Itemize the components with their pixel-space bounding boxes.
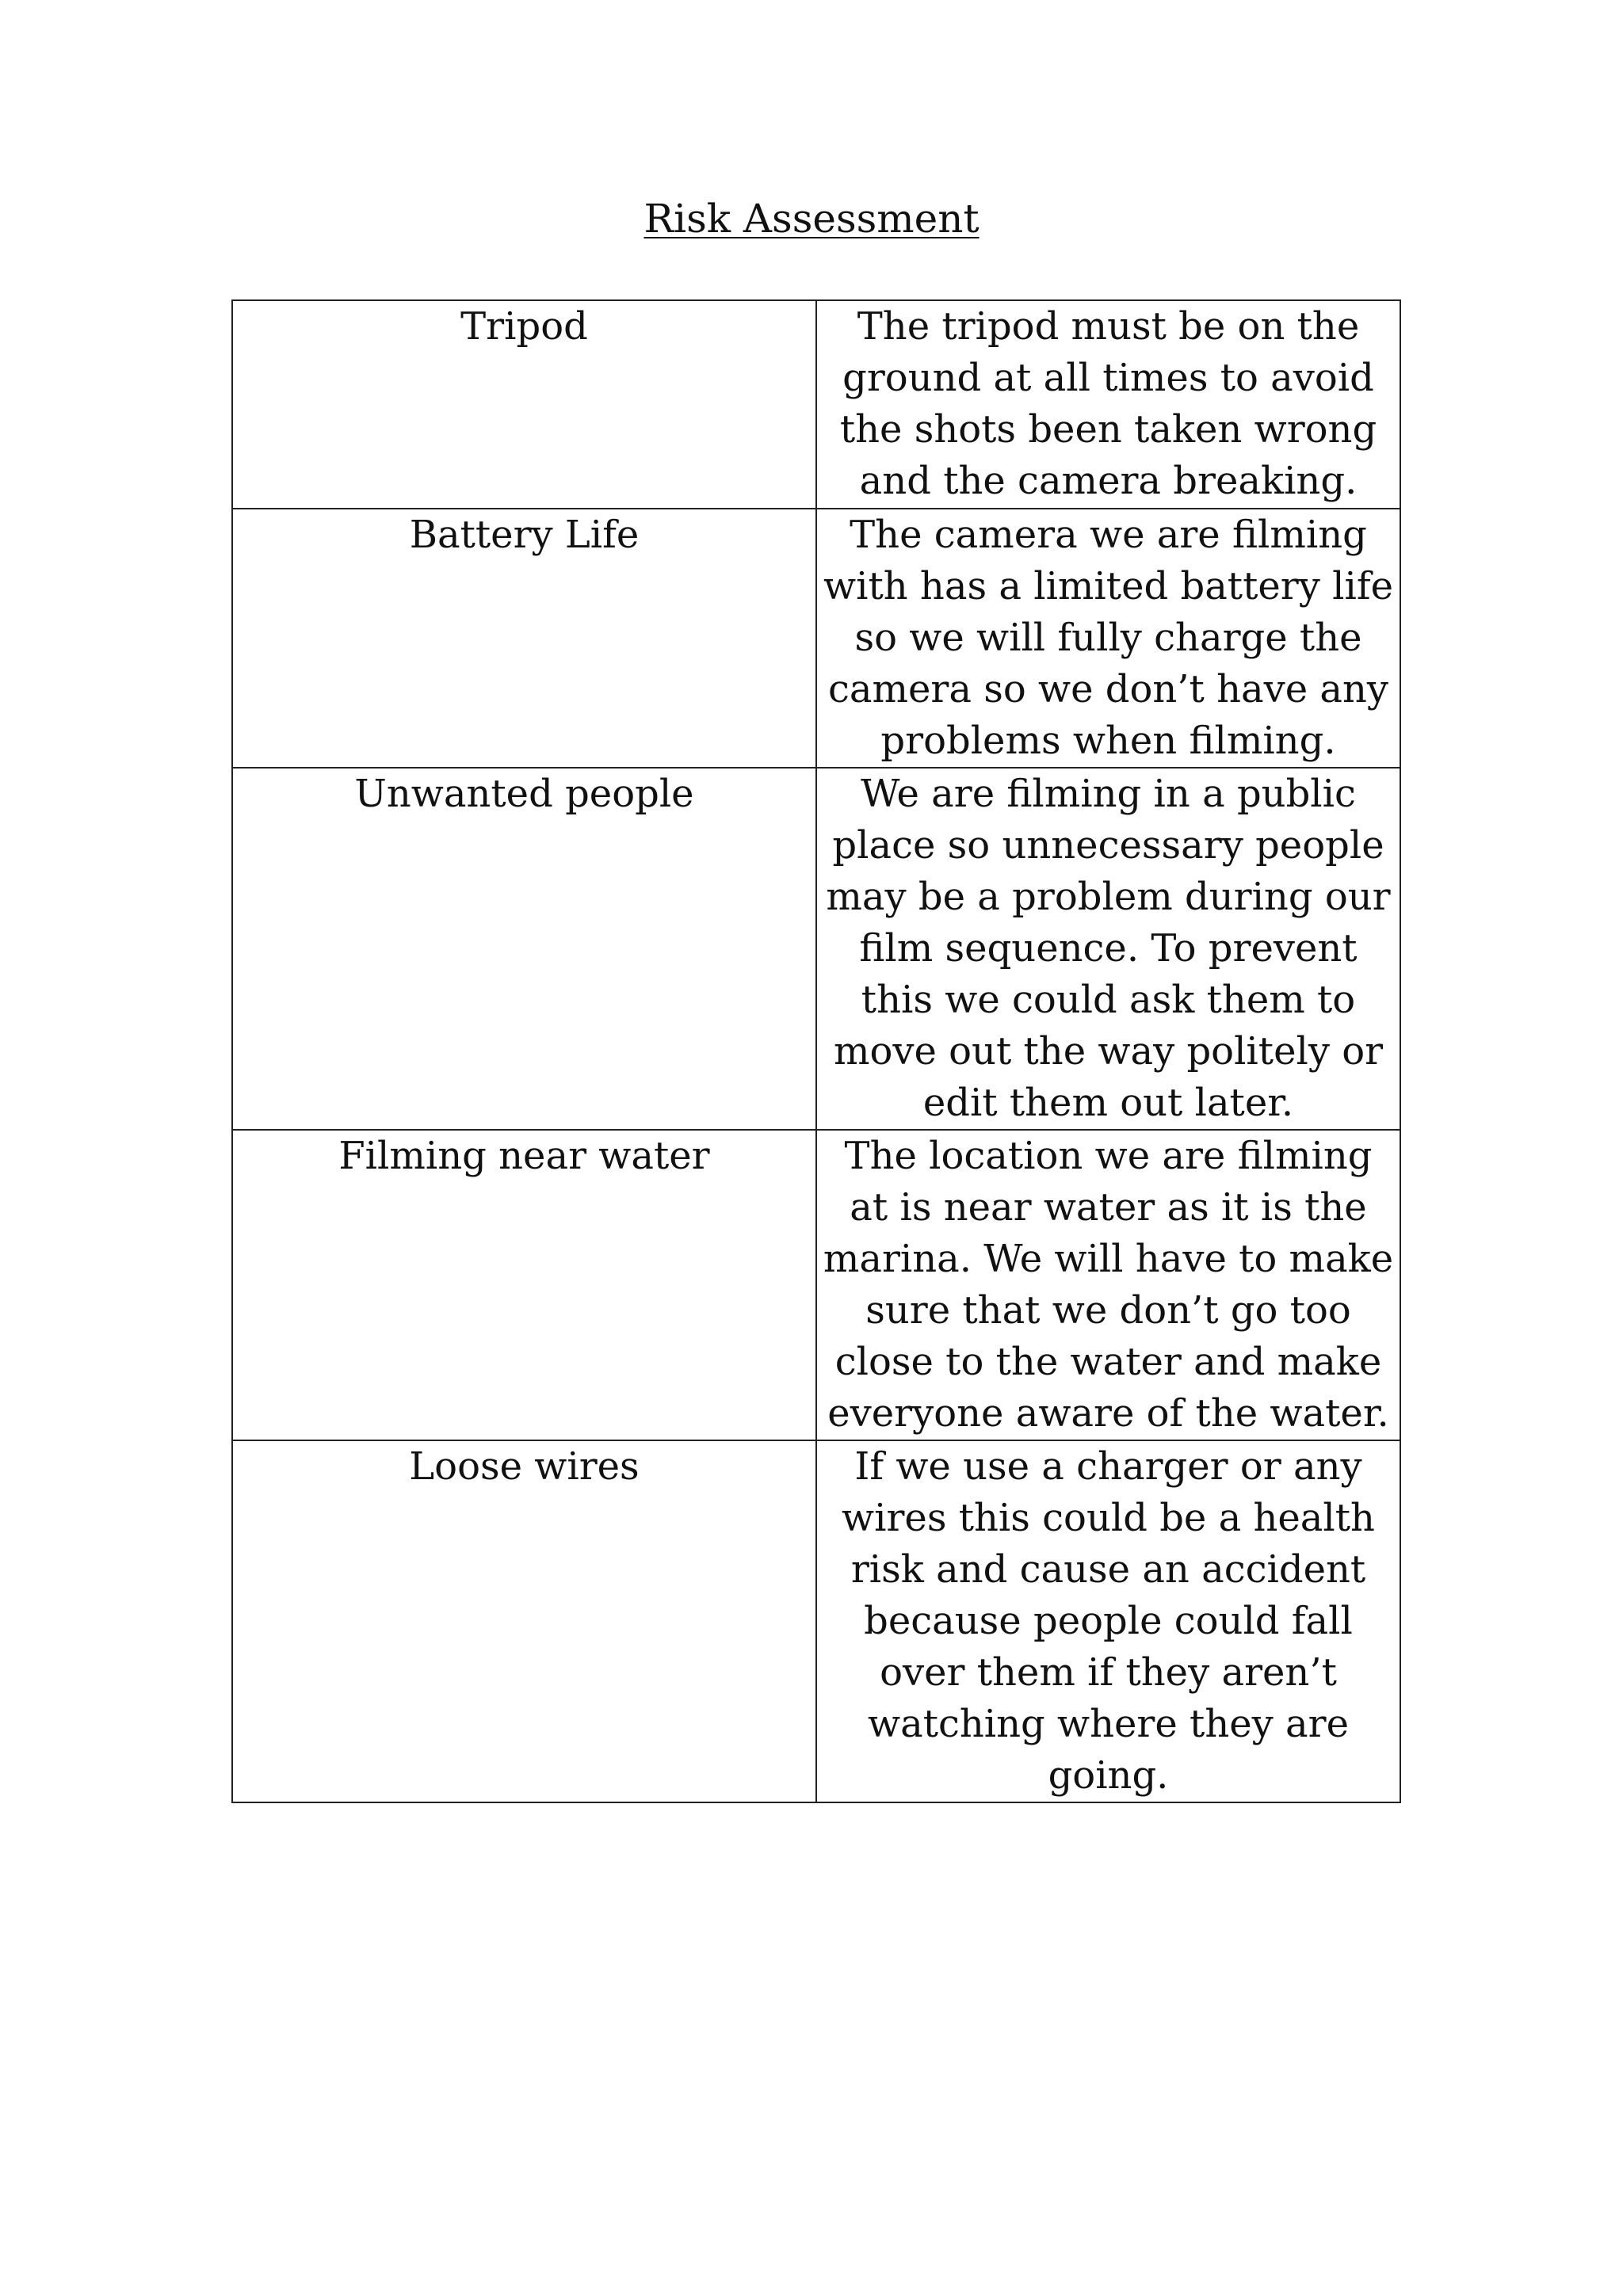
- control-measure-cell: [816, 1130, 1400, 1440]
- hazard-cell: [232, 1440, 816, 1802]
- hazard-cell: [232, 1130, 816, 1440]
- control-measure-text: If we use a charger or any wires this could be a health risk and cause an accident because people could fall over them if they aren’t watching where they are going.: [842, 1444, 1375, 1798]
- control-measure-text: The location we are filming at is near water as it is the marina. We will have to make sure that we don’t go too close to the water and make everyone aware of the water.: [823, 1134, 1394, 1436]
- hazard-text: Filming near water: [338, 1134, 710, 1178]
- risk-assessment-table: [231, 299, 1401, 1803]
- control-measure-text: The tripod must be on the ground at all times to avoid the shots been taken wrong and the camera breaking.: [839, 304, 1377, 503]
- hazard-cell: [232, 509, 816, 768]
- control-measure-cell: [816, 768, 1400, 1130]
- control-measure-cell: [816, 1440, 1400, 1802]
- table-row: [232, 509, 1400, 768]
- hazard-cell: [232, 300, 816, 509]
- hazard-text: Battery Life: [409, 513, 640, 557]
- hazard-text: Unwanted people: [354, 772, 694, 816]
- page-title: Risk Assessment: [643, 196, 980, 242]
- hazard-text: Loose wires: [409, 1444, 640, 1489]
- control-measure-text: We are filming in a public place so unnecessary people may be a problem during our film sequence. To prevent this we could ask them to move out the way politely or edit them out later.: [826, 772, 1391, 1125]
- hazard-text: Tripod: [460, 304, 588, 349]
- table-row: [232, 1440, 1400, 1802]
- hazard-cell: [232, 768, 816, 1130]
- control-measure-cell: [816, 509, 1400, 768]
- control-measure-text: The camera we are filming with has a limited battery life so we will fully charge the camera so we don’t have any problems when filming.: [823, 513, 1393, 763]
- table-row: [232, 1130, 1400, 1440]
- control-measure-cell: [816, 300, 1400, 509]
- table-row: [232, 300, 1400, 509]
- table-row: [232, 768, 1400, 1130]
